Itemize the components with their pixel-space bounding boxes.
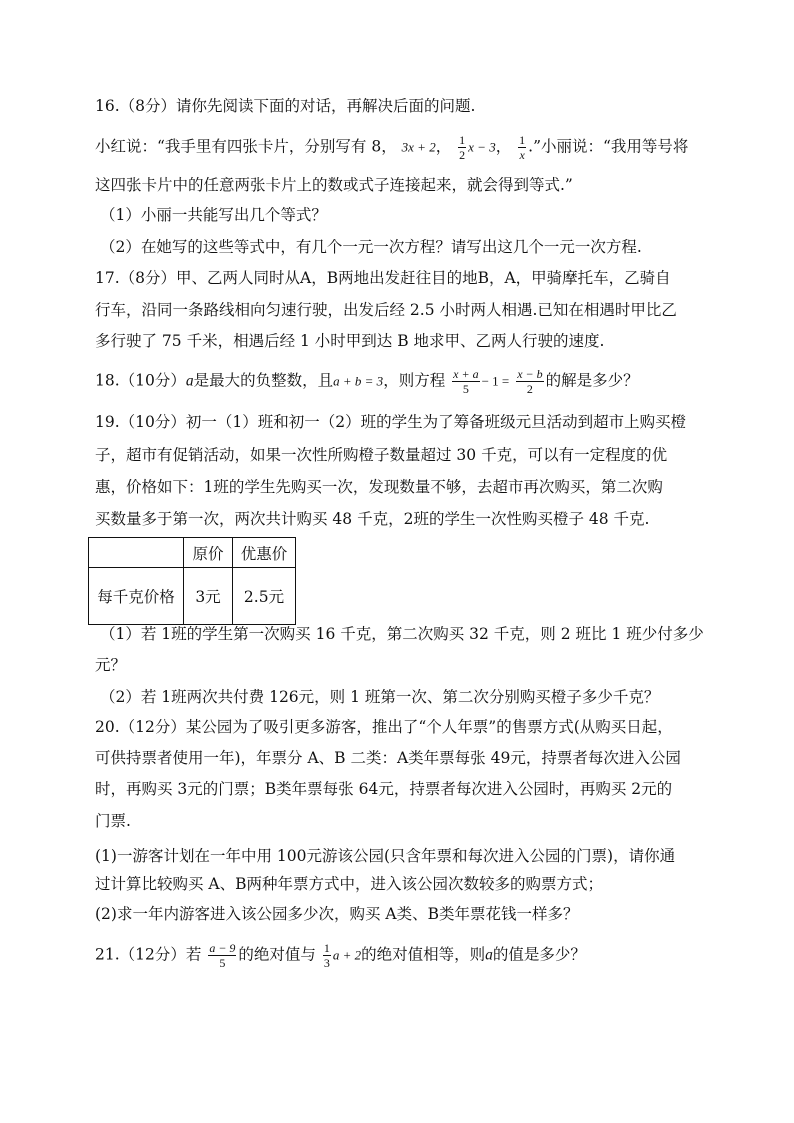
q16-part-2: （2）在她写的这些等式中，有几个一元一次方程？请写出这几个一元一次方程. <box>100 238 642 256</box>
q21-label: 21.（12分）若 <box>95 945 202 964</box>
q21-fraction-1 <box>208 941 236 970</box>
q18-text-3: 的解是多少？ <box>545 371 639 390</box>
table-cell-original-price: 3元 <box>184 568 233 625</box>
q18-label: 18.（10分） <box>95 371 186 390</box>
q16-sep-2: ， <box>495 137 512 156</box>
q16-heading: 16.（8分）请你先阅读下面的对话，再解决后面的问题. <box>95 97 476 115</box>
q21-fraction-2 <box>323 941 331 970</box>
table-row <box>89 538 296 568</box>
q18-var-a: a <box>185 372 194 390</box>
q17-line-1: 17.（8分）甲、乙两人同时从A，B两地出发赶往目的地B，A，甲骑摩托车，乙骑自 <box>95 269 671 287</box>
q20-part-1a: (1)一游客计划在一年中用 100元游该公园(只含年票和每次进入公园的门票)，请你通 <box>95 847 676 865</box>
q19-line-3: 惠，价格如下：1班的学生先购买一次，发现数量不够，去超市再次购买，第二次购 <box>95 478 663 496</box>
q20-line-1: 20.（12分）某公园为了吸引更多游客，推出了“个人年票”的售票方式(从购买日起， <box>95 718 673 736</box>
q16-line-1 <box>95 133 688 162</box>
q19-line-4: 买数量多于第一次，两次共计购买 48 千克，2班的学生一次性购买橙子 48 千克. <box>95 510 650 528</box>
frac-denominator: 2 <box>526 382 533 396</box>
q18-condition: a + b = 3 <box>333 373 384 389</box>
table-cell-row-label: 每千克价格 <box>89 568 184 625</box>
q16-fraction-1 <box>458 133 466 162</box>
frac-numerator: 1 <box>323 941 330 955</box>
q19-part-1a: （1）若 1班的学生第一次购买 16 千克，第二次购买 32 千克，则 2 班比 1 班少付多少 <box>100 625 704 643</box>
frac-numerator: x − b <box>517 367 543 381</box>
q16-part-1: （1）小丽一共能写出几个等式？ <box>100 206 327 224</box>
q19-line-2: 子，超市有促销活动，如果一次性所购橙子数量超过 30 千克，可以有一定程度的优 <box>95 446 668 464</box>
q20-part-2: (2)求一年内游客进入该公园多少次，购买 A类、B类年票花钱一样多？ <box>95 905 579 923</box>
q19-line-1: 19.（10分）初一（1）班和初一（2）班的学生为了筹备班级元旦活动到超市上购买橙 <box>95 413 687 431</box>
q16-text-b: .”小丽说：“我用等号将 <box>528 137 689 156</box>
frac-numerator: 1 <box>459 133 466 147</box>
q21-line <box>95 941 586 970</box>
frac-denominator: x <box>519 148 525 162</box>
q16-line-2: 这四张卡片中的任意两张卡片上的数或式子连接起来，就会得到等式.” <box>95 176 573 194</box>
table-row <box>89 568 296 625</box>
q16-text-a: 小红说：“我手里有四张卡片，分别写有 8， <box>95 137 397 156</box>
table-cell-discount-price: 2.5元 <box>233 568 296 625</box>
q21-text-3: 的值是多少？ <box>492 945 586 964</box>
q21-expr: a + 2 <box>332 947 362 963</box>
frac-denominator: 3 <box>323 956 330 970</box>
q16-fraction-2 <box>518 133 526 162</box>
q18-line <box>95 367 639 396</box>
q16-sep-1: ， <box>435 137 452 156</box>
frac-numerator: x + a <box>453 367 479 381</box>
table-header-empty <box>89 538 184 568</box>
q19-part-1b: 元？ <box>95 656 127 674</box>
q18-fraction-1 <box>452 367 479 396</box>
q18-middle: − 1 = <box>481 373 510 389</box>
q18-text-1: 是最大的负整数，且 <box>193 371 334 390</box>
q21-var-a: a <box>485 946 493 964</box>
q19-part-2: （2）若 1班两次共付费 126元，则 1 班第一次、第二次分别购买橙子多少千克？ <box>100 688 660 706</box>
frac-denominator: 5 <box>462 382 469 396</box>
q17-line-3: 多行驶了 75 千米，相遇后经 1 小时甲到达 B 地求甲、乙两人行驶的速度. <box>95 332 605 350</box>
q18-fraction-2 <box>516 367 543 396</box>
table-header-discount-price: 优惠价 <box>233 538 296 568</box>
q21-text-1: 的绝对值与 <box>238 945 316 964</box>
frac-numerator: a − 9 <box>209 941 236 955</box>
q16-expr-2: x − 3 <box>468 139 496 155</box>
q20-line-3: 时，再购买 3元的门票；B类年票每张 64元，持票者每次进入公园时，再购买 2元的 <box>95 780 673 798</box>
q17-line-2: 行车，沿同一条路线相向匀速行驶，出发后经 2.5 小时两人相遇.已知在相遇时甲比乙 <box>95 301 677 319</box>
price-table <box>88 537 296 625</box>
q18-text-2: ，则方程 <box>383 371 446 390</box>
q20-part-1b: 过计算比较购买 A、B两种年票方式中，进入该公园次数较多的购票方式； <box>95 875 604 893</box>
frac-numerator: 1 <box>519 133 526 147</box>
q20-line-4: 门票. <box>95 812 131 830</box>
frac-denominator: 5 <box>219 956 226 970</box>
q20-line-2: 可供持票者使用一年)，年票分 A、B 二类：A类年票每张 49元，持票者每次进入公园 <box>95 749 681 767</box>
q21-text-2: 的绝对值相等，则 <box>361 945 486 964</box>
q16-expr-1: 3x + 2 <box>401 139 436 155</box>
table-header-original-price: 原价 <box>184 538 233 568</box>
frac-denominator: 2 <box>459 148 466 162</box>
